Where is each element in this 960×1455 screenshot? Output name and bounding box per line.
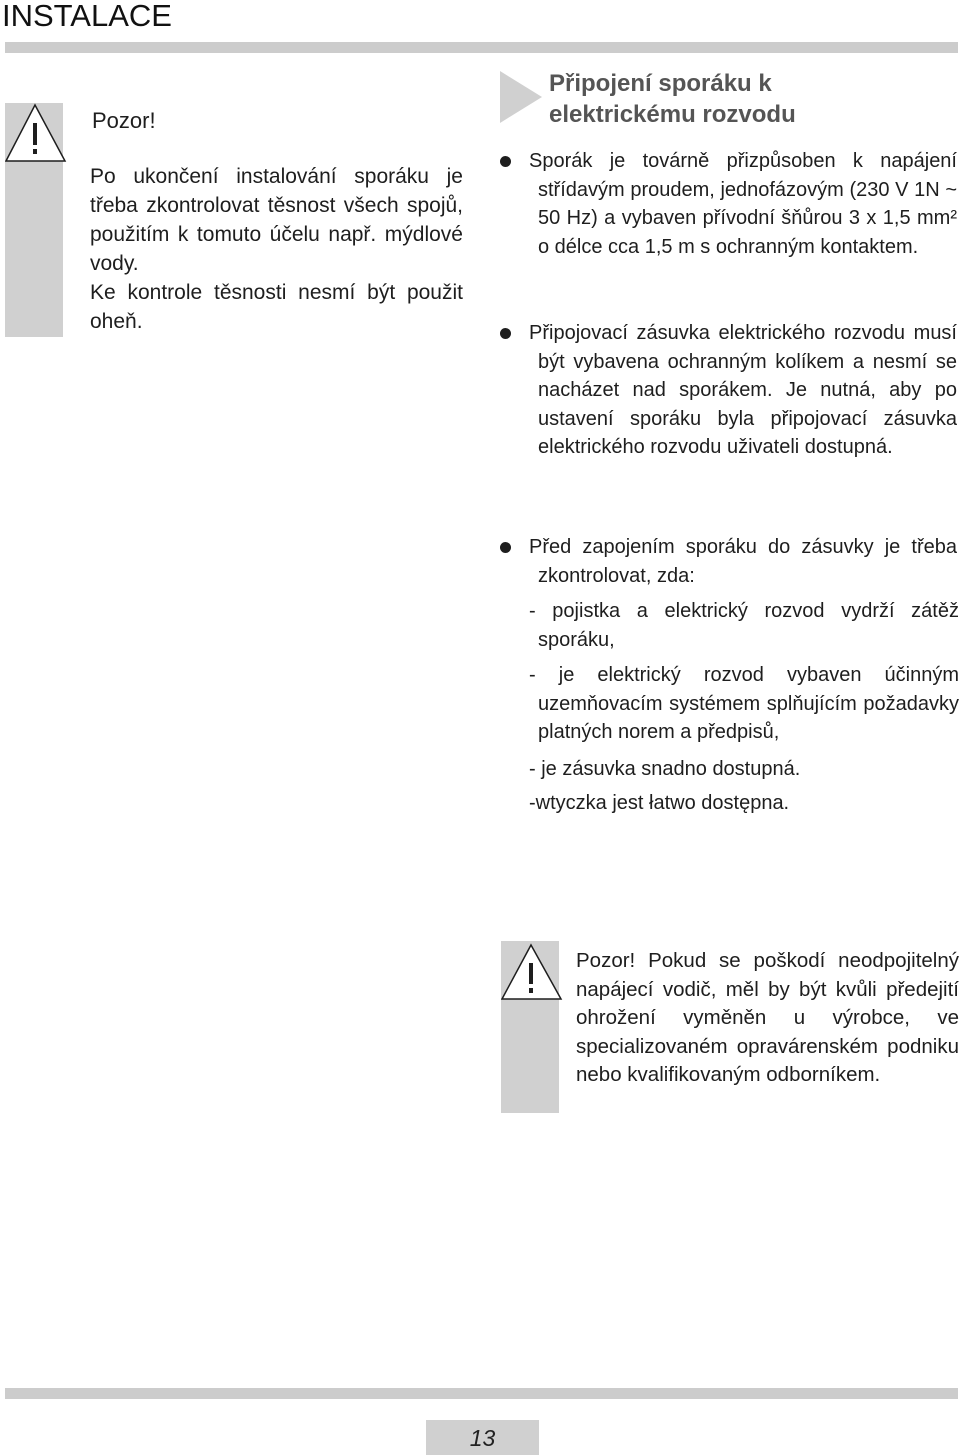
warning-triangle-icon <box>501 941 565 1001</box>
bullet-text: Sporák je továrně přizpůsoben k napájení střídavým proudem, jednofázovým (230 V 1N ~ 50 Hz) a vybaven přívodní šňůrou 3 x 1,5 mm² o délce cca 1,5 m s ochranným kontaktem. <box>529 150 957 258</box>
bullet-item <box>529 147 957 261</box>
bottom-warning-heading: Pozor! <box>576 949 636 972</box>
left-warning-body-2: Ke kontrole těsnosti nesmí být použit oheň. <box>90 281 463 333</box>
page-title: INSTALACE <box>2 0 172 33</box>
sub-item-text: -wtyczka jest łatwo dostępna. <box>529 792 790 814</box>
warning-triangle-icon <box>5 103 69 163</box>
section-heading: Připojení sporáku k elektrickému rozvodu <box>549 70 796 128</box>
bullet-icon <box>500 542 511 553</box>
page-number: 13 <box>469 1425 496 1451</box>
bottom-warning-body: Pokud se poškodí neodpojitelný napájecí vodič, měl by být kvůli předejití ohrožení vyměněn u výrobce, ve specializovaném opravárenském podniku nebo kvalifikovaným odborníkem. <box>576 949 959 1086</box>
top-divider <box>5 42 958 53</box>
left-warning-text <box>90 162 463 336</box>
page-number-box <box>426 1420 539 1455</box>
bullet-text: Před zapojením sporáku do zásuvky je třeba zkontrolovat, zda: <box>529 536 957 587</box>
left-warning-heading: Pozor! <box>92 108 156 133</box>
sub-item-text: - je elektrický rozvod vybaven účinným uzemňovacím systémem splňujícím požadavky platných norem a předpisů, <box>529 664 959 743</box>
bullet-text: Připojovací zásuvka elektrického rozvodu musí být vybavena ochranným kolíkem a nesmí se nacházet nad sporákem. Je nutná, aby po ustavení sporáku byla připojovací zásuvka elektrického rozvodu uživateli dostupná. <box>529 322 957 458</box>
bottom-divider <box>5 1388 958 1399</box>
bottom-warning-text <box>576 947 959 1090</box>
sub-item <box>529 755 959 784</box>
left-warning-bar <box>5 103 63 337</box>
sub-item-text: - je zásuvka snadno dostupná. <box>529 758 801 780</box>
bullet-item <box>529 533 957 590</box>
bottom-warning-bar <box>501 941 559 1113</box>
bullet-icon <box>500 156 511 167</box>
sub-item <box>529 597 959 654</box>
section-arrow-icon <box>500 71 544 123</box>
bullet-icon <box>500 328 511 339</box>
sub-item <box>529 661 959 747</box>
sub-item-text: - pojistka a elektrický rozvod vydrží zátěž sporáku, <box>529 600 959 651</box>
bullet-item <box>529 319 957 462</box>
sub-item <box>529 789 959 818</box>
left-warning-body: Po ukončení instalování sporáku je třeba zkontrolovat těsnost všech spojů, použitím k tomuto účelu např. mýdlové vody. <box>90 165 463 275</box>
